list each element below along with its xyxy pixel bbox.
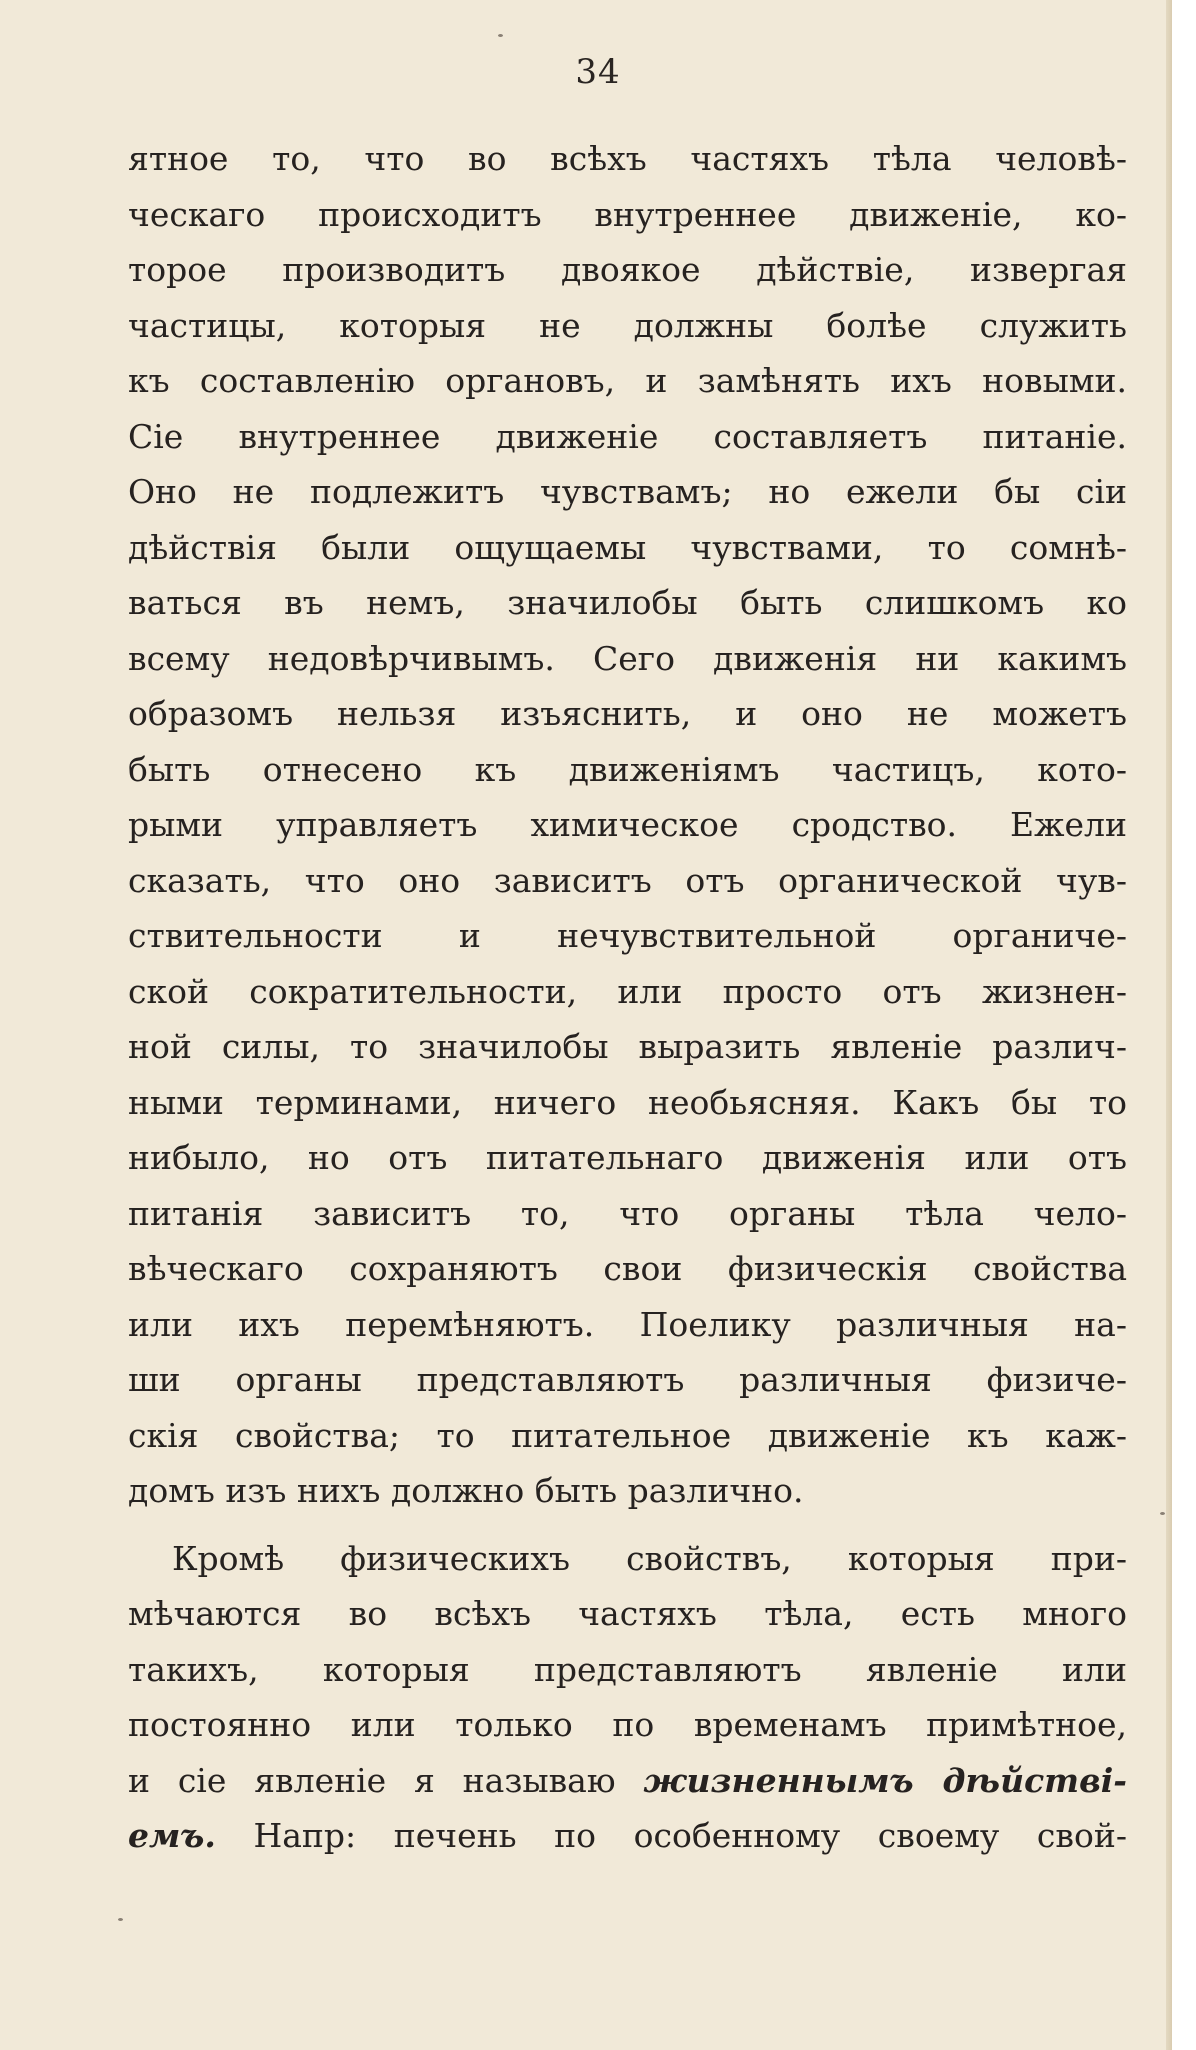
text-line: нибыло, но отъ питательнаго движенія или отъ [128, 1138, 1127, 1177]
text-line: Сіе внутреннее движеніе составляетъ питаніе. [128, 416, 1127, 456]
text-line: ной силы, то значилобы выразить явленіе различ- [128, 1027, 1127, 1066]
page-number: 34 [575, 52, 621, 92]
text-line: ятное то, что во всѣхъ частяхъ тѣла человѣ- [128, 139, 1127, 178]
emphasized-term: емъ. [128, 1816, 216, 1855]
text-line: образомъ нельзя изъяснить, и оно не можетъ [128, 694, 1127, 733]
paragraph-gap [128, 1519, 1127, 1531]
text-line: такихъ, которыя представляютъ явленіе или [128, 1649, 1127, 1689]
text-line: домъ изъ нихъ должно быть различно. [128, 1471, 804, 1510]
scan-margin [1172, 0, 1196, 2050]
text-line: скія свойства; то питательное движеніе къ каж- [128, 1415, 1127, 1455]
emphasized-term: жизненнымъ дѣйстві- [643, 1760, 1127, 1800]
text-line: или ихъ перемѣняютъ. Поелику различныя на- [128, 1304, 1127, 1344]
text-line [128, 1753, 1127, 1809]
paper-speck [498, 34, 503, 37]
text-line: Оно не подлежитъ чувствамъ; но ежели бы сіи [128, 472, 1127, 511]
text-line: мѣчаются во всѣхъ частяхъ тѣла, есть много [128, 1594, 1127, 1633]
text-line: рыми управляетъ химическое сродство. Ежели [128, 805, 1127, 844]
body-text [128, 131, 1127, 1864]
paper-speck [118, 1918, 123, 1921]
paper-speck [1160, 1512, 1165, 1515]
text-line: сказать, что оно зависитъ отъ органической чув- [128, 860, 1127, 900]
text-line: частицы, которыя не должны болѣе служить [128, 305, 1127, 345]
text-line: ческаго происходитъ внутреннее движеніе, ко- [128, 194, 1127, 234]
paragraph-2 [128, 1531, 1127, 1864]
text-line: Кромѣ физическихъ свойствъ, которыя при- [172, 1538, 1127, 1578]
text-line: ствительности и нечувствительной органиче- [128, 916, 1127, 955]
text-line: торое производитъ двоякое дѣйствіе, извергая [128, 250, 1127, 289]
text-line: дѣйствія были ощущаемы чувствами, то сомнѣ- [128, 527, 1127, 567]
text-line: ными терминами, ничего необьясняя. Какъ бы то [128, 1082, 1127, 1122]
text-line: ваться въ немъ, значилобы быть слишкомъ ко [128, 583, 1127, 622]
line-text: и сіе явленіе я называю [128, 1760, 616, 1800]
text-line: ской сократительности, или просто отъ жизнен- [128, 971, 1127, 1011]
text-line: къ составленію органовъ, и замѣнять ихъ новыми. [128, 361, 1127, 400]
text-line [128, 1808, 1127, 1864]
line-text: Напр: печень по особенному своему свой- [253, 1816, 1127, 1855]
text-line: вѣческаго сохраняютъ свои физическія свойства [128, 1249, 1127, 1288]
text-line: питанія зависитъ то, что органы тѣла чело- [128, 1193, 1127, 1233]
text-line: быть отнесено къ движеніямъ частицъ, кото- [128, 749, 1127, 789]
text-line: ши органы представляютъ различныя физиче- [128, 1360, 1127, 1399]
text-line: всему недовѣрчивымъ. Сего движенія ни какимъ [128, 638, 1127, 678]
paragraph-1 [128, 131, 1127, 1519]
text-line: постоянно или только по временамъ примѣтное, [128, 1705, 1127, 1744]
